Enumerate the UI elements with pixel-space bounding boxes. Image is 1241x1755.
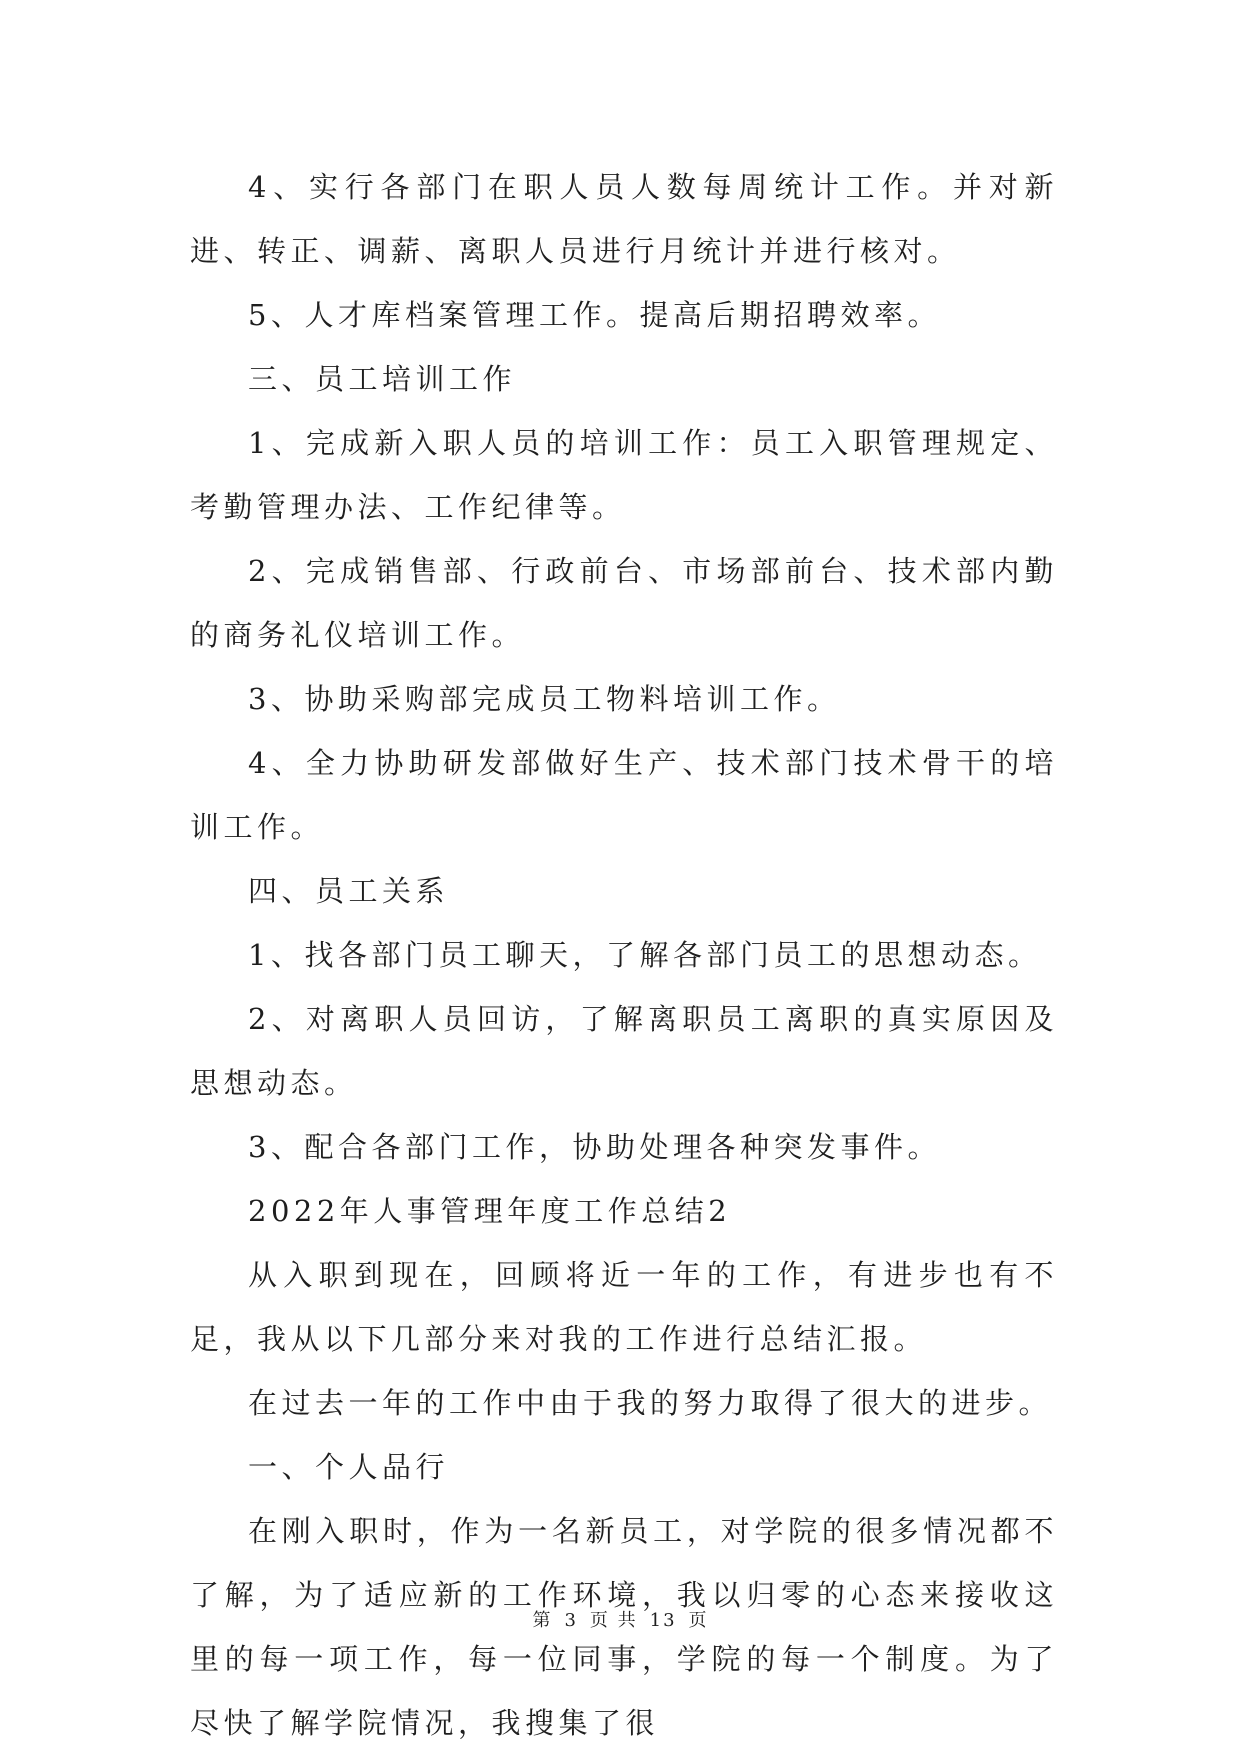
paragraph: 4、实行各部门在职人员人数每周统计工作。并对新进、转正、调薪、离职人员进行月统计并进行核对。	[190, 170, 1058, 268]
paragraph: 在刚入职时，作为一名新员工，对学院的很多情况都不了解，为了适应新的工作环境，我以归零的心态来接收这里的每一项工作，每一位同事，学院的每一个制度。为了尽快了解学院情况，我搜集了很	[190, 1514, 1058, 1740]
paragraph: 2、对离职人员回访，了解离职员工离职的真实原因及思想动态。	[190, 1002, 1058, 1100]
paragraph: 2、完成销售部、行政前台、市场部前台、技术部内勤的商务礼仪培训工作。	[190, 554, 1058, 652]
current-page-number: 3	[564, 1610, 578, 1631]
paragraph: 4、全力协助研发部做好生产、技术部门技术骨干的培训工作。	[190, 746, 1058, 844]
footer-middle: 页 共	[589, 1610, 638, 1631]
paragraph: 在过去一年的工作中由于我的努力取得了很大的进步。	[248, 1386, 1053, 1420]
paragraph: 5、人才库档案管理工作。提高后期招聘效率。	[248, 298, 941, 332]
page-footer	[0, 1606, 1241, 1632]
footer-prefix: 第	[532, 1610, 553, 1631]
paragraph: 1、找各部门员工聊天，了解各部门员工的思想动态。	[248, 938, 1042, 972]
paragraph: 3、配合各部门工作，协助处理各种突发事件。	[248, 1130, 941, 1164]
page-body	[190, 155, 1058, 1755]
footer-suffix: 页	[688, 1610, 709, 1631]
document-subtitle: 2022年人事管理年度工作总结2	[248, 1194, 732, 1228]
section-heading: 四、员工关系	[248, 874, 450, 908]
section-heading: 一、个人品行	[248, 1450, 450, 1484]
paragraph: 从入职到现在，回顾将近一年的工作，有进步也有不足，我从以下几部分来对我的工作进行总结汇报。	[190, 1258, 1058, 1356]
total-page-number: 13	[649, 1610, 677, 1631]
paragraph: 1、完成新入职人员的培训工作：员工入职管理规定、考勤管理办法、工作纪律等。	[190, 426, 1058, 524]
section-heading: 三、员工培训工作	[248, 362, 517, 396]
paragraph: 3、协助采购部完成员工物料培训工作。	[248, 682, 841, 716]
